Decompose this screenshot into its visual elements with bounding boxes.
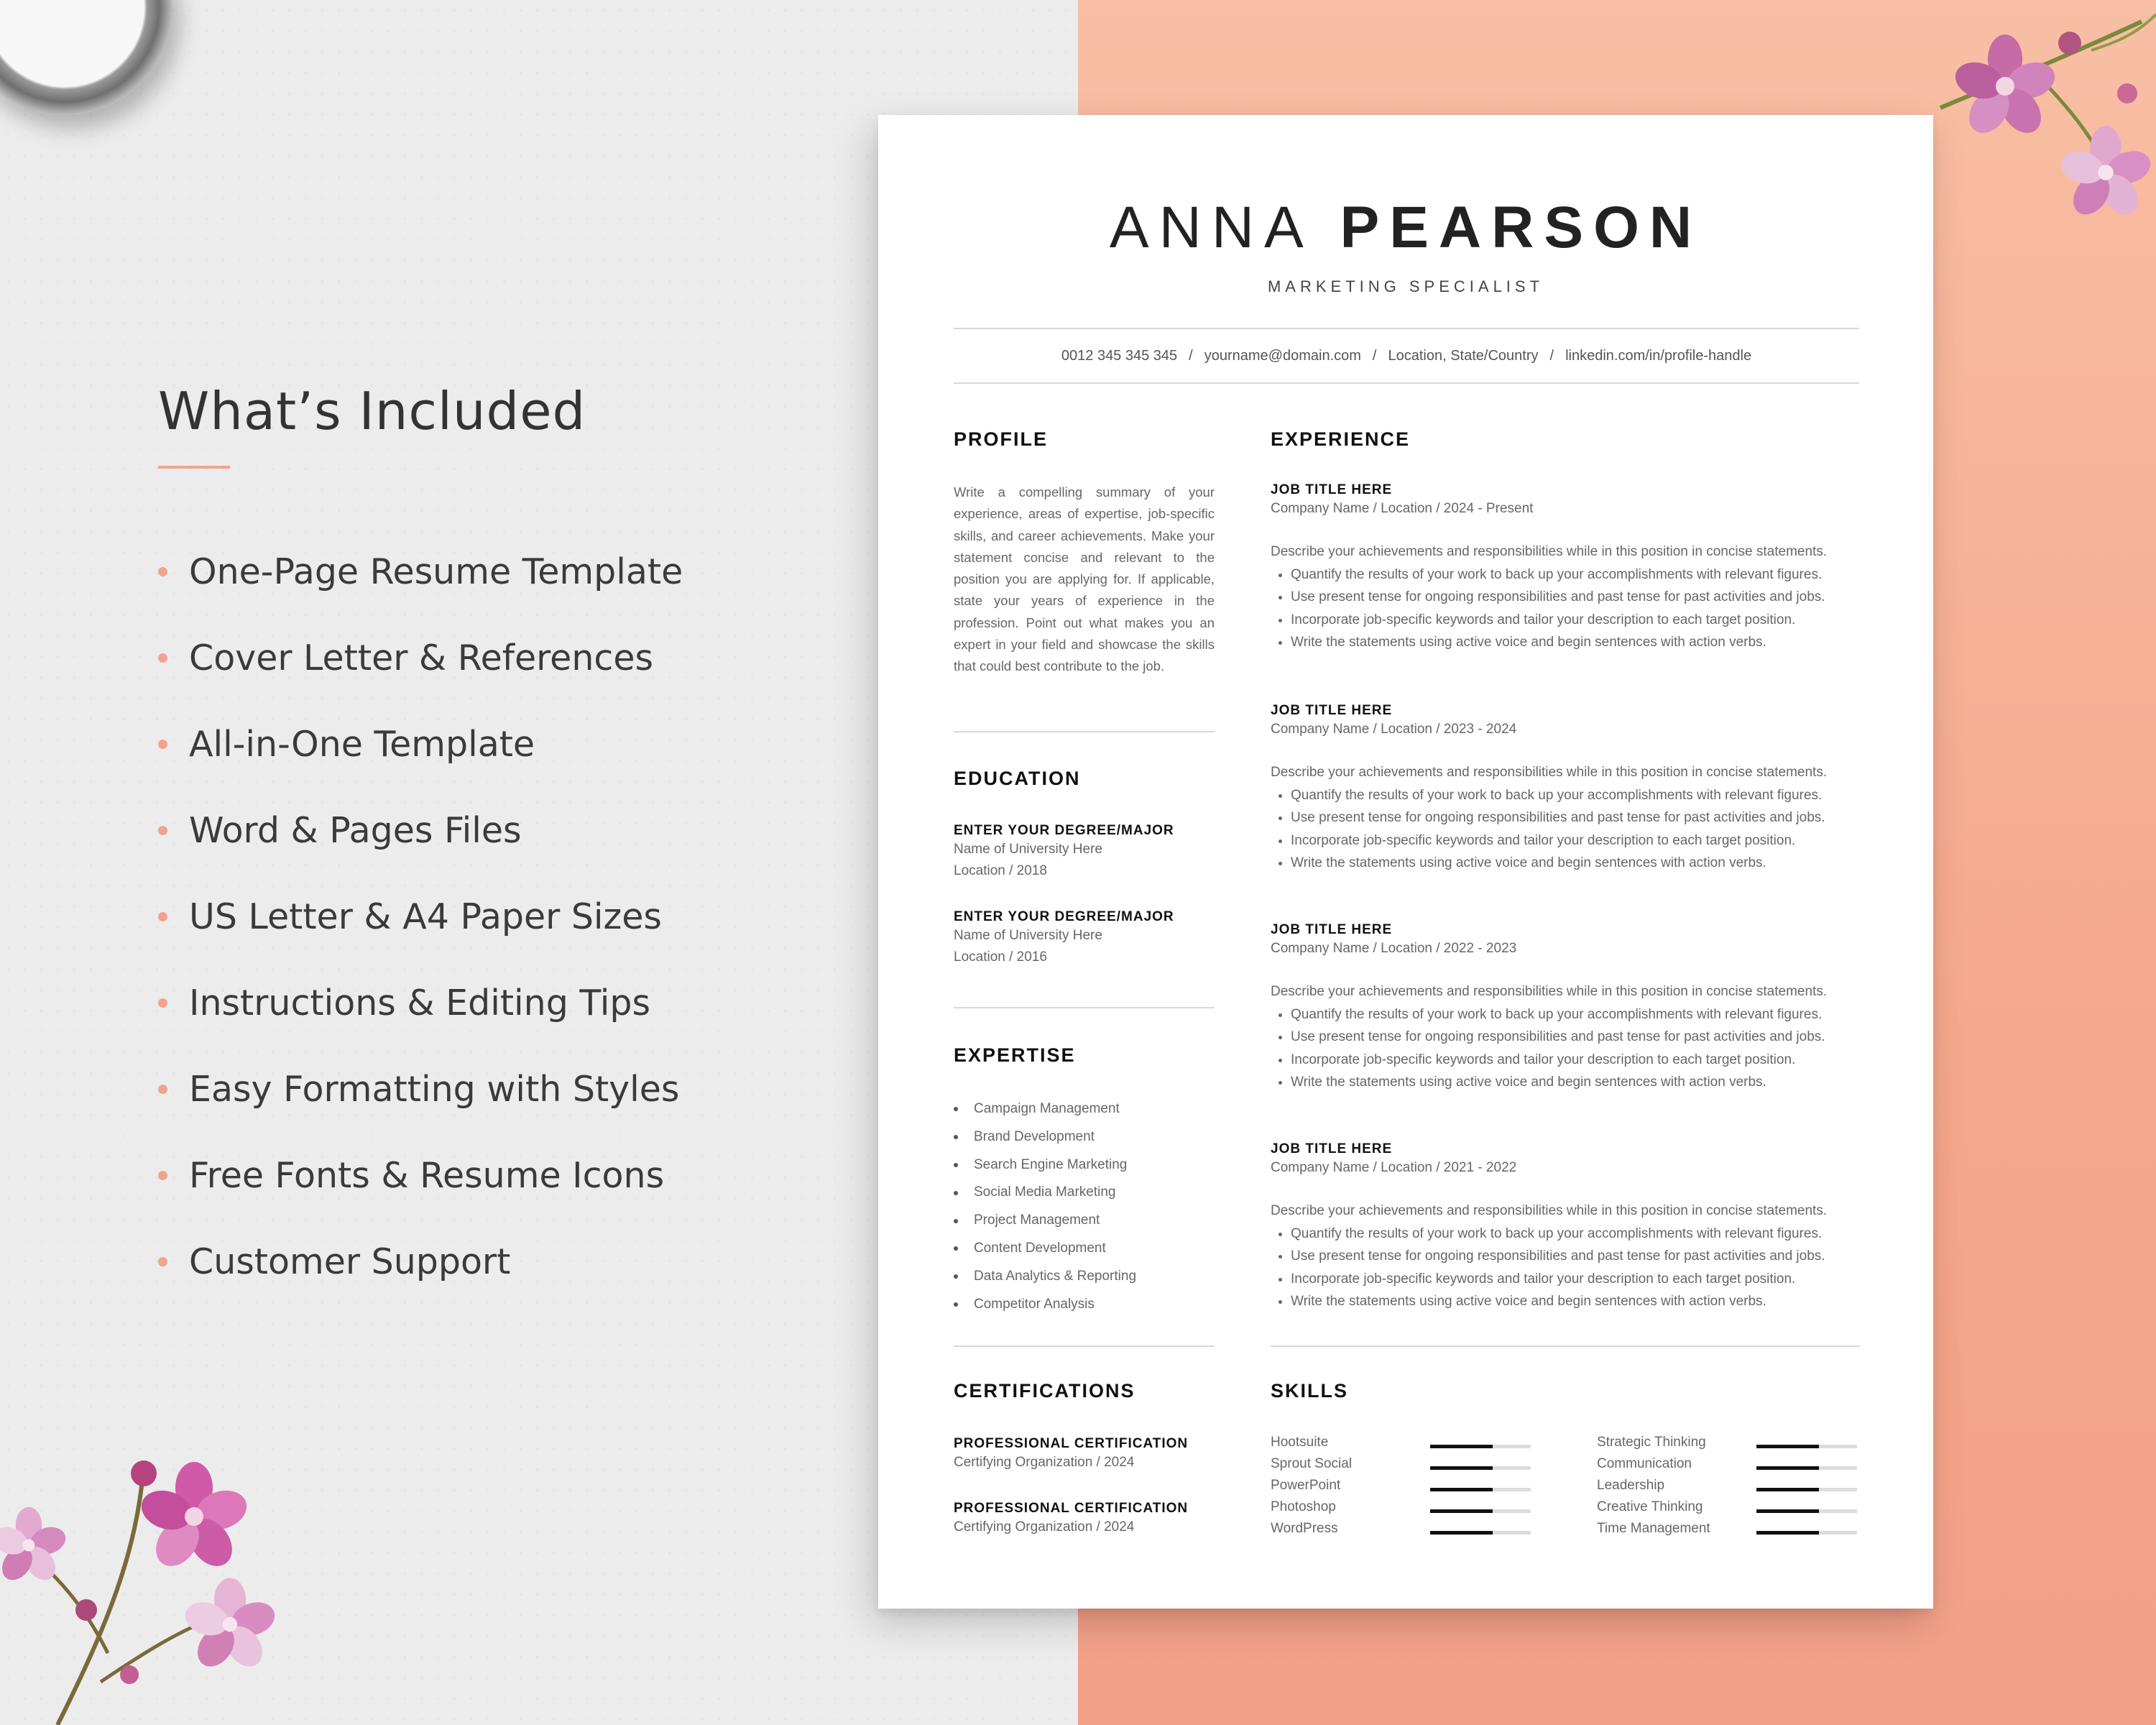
first-name: ANNA bbox=[1109, 195, 1314, 260]
bullet-dot-icon bbox=[158, 1257, 167, 1266]
job-bullet: • Write the statements using active voice and begin sentences with action verbs. bbox=[1291, 852, 1860, 875]
job-entry bbox=[1271, 703, 1860, 875]
job-bullet: • Use present tense for ongoing responsibilities and past tense for past activities and jobs. bbox=[1291, 806, 1860, 829]
divider bbox=[1271, 1346, 1860, 1347]
skill-bar bbox=[1756, 1488, 1857, 1491]
contact-line: 0012 345 345 345 / yourname@domain.com / Location, State/Country / linkedin.com/in/profile-handle bbox=[1061, 348, 1752, 364]
skill-row bbox=[1597, 1499, 1906, 1521]
title-accent-line bbox=[158, 466, 230, 469]
resume-role: MARKETING SPECIALIST bbox=[1267, 277, 1544, 295]
contact-email: yourname@domain.com bbox=[1204, 348, 1361, 364]
degree: ENTER YOUR DEGREE/MAJOR bbox=[954, 909, 1174, 924]
skill-bar-fill bbox=[1430, 1488, 1493, 1491]
expertise-list bbox=[954, 1095, 1136, 1318]
skill-label: Sprout Social bbox=[1271, 1456, 1353, 1471]
skill-bar bbox=[1430, 1488, 1531, 1491]
skill-row bbox=[1597, 1456, 1906, 1478]
job-bullet: • Write the statements using active voice and begin sentences with action verbs. bbox=[1291, 1290, 1860, 1313]
skill-bar-fill bbox=[1430, 1509, 1493, 1513]
job-entry bbox=[1271, 1141, 1860, 1313]
job-bullets bbox=[1271, 564, 1860, 654]
skill-bar-fill bbox=[1430, 1466, 1493, 1470]
divider bbox=[954, 1346, 1215, 1347]
job-bullet: • Quantify the results of your work to back up your accomplishments with relevant figures. bbox=[1291, 1223, 1860, 1246]
contact-location: Location, State/Country bbox=[1388, 348, 1539, 364]
job-title: JOB TITLE HERE bbox=[1271, 703, 1393, 718]
education-heading: EDUCATION bbox=[954, 768, 1081, 789]
skill-bar-fill bbox=[1756, 1466, 1819, 1470]
job-bullet: • Use present tense for ongoing responsibilities and past tense for past activities and jobs. bbox=[1291, 1026, 1860, 1049]
included-item: Word & Pages Files bbox=[158, 787, 683, 873]
job-bullet: • Quantify the results of your work to back up your accomplishments with relevant figures. bbox=[1291, 784, 1860, 807]
job-bullet: • Write the statements using active voice and begin sentences with action verbs. bbox=[1291, 1071, 1860, 1094]
skill-bar bbox=[1756, 1531, 1857, 1535]
expertise-heading: EXPERTISE bbox=[954, 1044, 1076, 1066]
skill-bar-fill bbox=[1756, 1509, 1819, 1513]
job-description: Describe your achievements and responsibilities while in this position in concise statements. bbox=[1271, 984, 1828, 999]
profile-heading: PROFILE bbox=[954, 428, 1049, 450]
skill-bar bbox=[1430, 1445, 1531, 1448]
job-title: JOB TITLE HERE bbox=[1271, 482, 1393, 497]
job-entry bbox=[1271, 922, 1860, 1094]
experience-heading: EXPERIENCE bbox=[1271, 428, 1411, 450]
included-item: Customer Support bbox=[158, 1218, 683, 1305]
skill-label: Photoshop bbox=[1271, 1499, 1336, 1514]
certification-item bbox=[954, 1501, 1188, 1538]
skill-bar-fill bbox=[1430, 1531, 1493, 1535]
certification-org: Certifying Organization / 2024 bbox=[954, 1519, 1135, 1535]
bullet-dot-icon bbox=[158, 912, 167, 921]
job-bullet: • Incorporate job-specific keywords and tailor your description to each target position. bbox=[1291, 1049, 1860, 1072]
skill-bar bbox=[1756, 1509, 1857, 1513]
skill-bar bbox=[1430, 1509, 1531, 1513]
skill-label: Hootsuite bbox=[1271, 1435, 1329, 1450]
whats-included-title: What’s Included bbox=[158, 381, 586, 441]
skills-heading: SKILLS bbox=[1271, 1380, 1349, 1402]
skill-label: PowerPoint bbox=[1271, 1478, 1341, 1493]
included-item: One-Page Resume Template bbox=[158, 528, 683, 615]
skill-row bbox=[1271, 1499, 1580, 1521]
job-bullets bbox=[1271, 784, 1860, 875]
flowers-top-right bbox=[1926, 0, 2156, 230]
skill-label: Creative Thinking bbox=[1597, 1499, 1703, 1514]
job-title: JOB TITLE HERE bbox=[1271, 922, 1393, 937]
divider bbox=[954, 1007, 1215, 1008]
expertise-item: Competitor Analysis bbox=[954, 1291, 1136, 1319]
school: Name of University Here bbox=[954, 928, 1102, 943]
expertise-item: Campaign Management bbox=[954, 1095, 1136, 1123]
skill-label: WordPress bbox=[1271, 1521, 1338, 1536]
skill-bar-fill bbox=[1430, 1445, 1493, 1448]
skill-row bbox=[1271, 1521, 1580, 1542]
expertise-item: Project Management bbox=[954, 1207, 1136, 1235]
skill-row bbox=[1271, 1456, 1580, 1478]
job-bullet: • Incorporate job-specific keywords and tailor your description to each target position. bbox=[1291, 1268, 1860, 1291]
flowers-bottom-left bbox=[0, 1438, 302, 1725]
job-title: JOB TITLE HERE bbox=[1271, 1141, 1393, 1156]
included-list bbox=[158, 528, 683, 1305]
job-description: Describe your achievements and responsibilities while in this position in concise statements. bbox=[1271, 765, 1828, 780]
job-bullet: • Quantify the results of your work to back up your accomplishments with relevant figures. bbox=[1291, 564, 1860, 586]
skill-bar-fill bbox=[1756, 1488, 1819, 1491]
included-item: Easy Formatting with Styles bbox=[158, 1046, 683, 1132]
included-item: All-in-One Template bbox=[158, 701, 683, 787]
job-meta: Company Name / Location / 2023 - 2024 bbox=[1271, 722, 1517, 737]
skill-row bbox=[1271, 1478, 1580, 1499]
divider bbox=[954, 382, 1859, 384]
certification-title: PROFESSIONAL CERTIFICATION bbox=[954, 1501, 1189, 1516]
certification-title: PROFESSIONAL CERTIFICATION bbox=[954, 1436, 1189, 1451]
education-item bbox=[954, 823, 1174, 882]
degree: ENTER YOUR DEGREE/MAJOR bbox=[954, 823, 1174, 838]
job-bullet: • Incorporate job-specific keywords and tailor your description to each target position. bbox=[1291, 829, 1860, 852]
included-item: Instructions & Editing Tips bbox=[158, 960, 683, 1046]
skill-bar-fill bbox=[1756, 1445, 1819, 1448]
skill-bar bbox=[1756, 1445, 1857, 1448]
bullet-dot-icon bbox=[158, 1171, 167, 1180]
job-meta: Company Name / Location / 2024 - Present bbox=[1271, 501, 1534, 516]
skill-row bbox=[1597, 1435, 1906, 1456]
skill-bar bbox=[1430, 1466, 1531, 1470]
certifications-heading: CERTIFICATIONS bbox=[954, 1380, 1135, 1402]
bullet-dot-icon bbox=[158, 998, 167, 1008]
resume-name bbox=[878, 194, 1933, 262]
job-bullets bbox=[1271, 1003, 1860, 1094]
expertise-item: Search Engine Marketing bbox=[954, 1151, 1136, 1179]
resume-page bbox=[878, 115, 1933, 1609]
job-bullet: • Use present tense for ongoing responsibilities and past tense for past activities and jobs. bbox=[1291, 1245, 1860, 1268]
profile-text: Write a compelling summary of your experience, areas of expertise, job-specific skills, and career achievements. Make your statement concise and relevant to the position you are applying for. If applicable, state your years of experience in the profession. Point out what makes you an expert in your field and showcase the skills that could best contribute to the job. bbox=[954, 484, 1215, 674]
contact-phone: 0012 345 345 345 bbox=[1061, 348, 1178, 364]
included-item: Free Fonts & Resume Icons bbox=[158, 1132, 683, 1218]
education-item bbox=[954, 909, 1174, 968]
skill-row bbox=[1597, 1521, 1906, 1542]
divider bbox=[954, 731, 1215, 732]
skill-bar bbox=[1430, 1531, 1531, 1535]
included-item: Cover Letter & References bbox=[158, 615, 683, 701]
education-meta: Location / 2018 bbox=[954, 863, 1047, 878]
contact-linkedin: linkedin.com/in/profile-handle bbox=[1565, 348, 1752, 364]
skill-label: Strategic Thinking bbox=[1597, 1435, 1706, 1450]
expertise-item: Content Development bbox=[954, 1235, 1136, 1263]
skill-bar-fill bbox=[1756, 1531, 1819, 1535]
bullet-dot-icon bbox=[158, 653, 167, 663]
job-description: Describe your achievements and responsibilities while in this position in concise statements. bbox=[1271, 544, 1828, 559]
included-item: US Letter & A4 Paper Sizes bbox=[158, 873, 683, 960]
certification-item bbox=[954, 1436, 1188, 1473]
skill-label: Time Management bbox=[1597, 1521, 1710, 1536]
bullet-dot-icon bbox=[158, 740, 167, 749]
skill-row bbox=[1597, 1478, 1906, 1499]
skill-label: Leadership bbox=[1597, 1478, 1665, 1493]
job-description: Describe your achievements and responsibilities while in this position in concise statements. bbox=[1271, 1203, 1828, 1218]
expertise-item: Data Analytics & Reporting bbox=[954, 1263, 1136, 1291]
skill-bar bbox=[1756, 1466, 1857, 1470]
skill-row bbox=[1271, 1435, 1580, 1456]
bullet-dot-icon bbox=[158, 567, 167, 576]
divider bbox=[954, 328, 1859, 329]
last-name: PEARSON bbox=[1340, 195, 1703, 260]
job-bullet: • Use present tense for ongoing responsibilities and past tense for past activities and jobs. bbox=[1291, 586, 1860, 609]
job-bullet: • Write the statements using active voice and begin sentences with action verbs. bbox=[1291, 631, 1860, 654]
expertise-item: Social Media Marketing bbox=[954, 1179, 1136, 1207]
job-bullets bbox=[1271, 1223, 1860, 1313]
education-meta: Location / 2016 bbox=[954, 949, 1047, 965]
job-meta: Company Name / Location / 2021 - 2022 bbox=[1271, 1160, 1517, 1175]
bullet-dot-icon bbox=[158, 1085, 167, 1094]
job-bullet: • Incorporate job-specific keywords and tailor your description to each target position. bbox=[1291, 609, 1860, 632]
job-entry bbox=[1271, 482, 1860, 654]
expertise-item: Brand Development bbox=[954, 1123, 1136, 1151]
job-bullet: • Quantify the results of your work to back up your accomplishments with relevant figures. bbox=[1291, 1003, 1860, 1026]
certification-org: Certifying Organization / 2024 bbox=[954, 1455, 1135, 1470]
bullet-dot-icon bbox=[158, 826, 167, 835]
school: Name of University Here bbox=[954, 842, 1102, 857]
job-meta: Company Name / Location / 2022 - 2023 bbox=[1271, 941, 1517, 956]
skill-label: Communication bbox=[1597, 1456, 1692, 1471]
